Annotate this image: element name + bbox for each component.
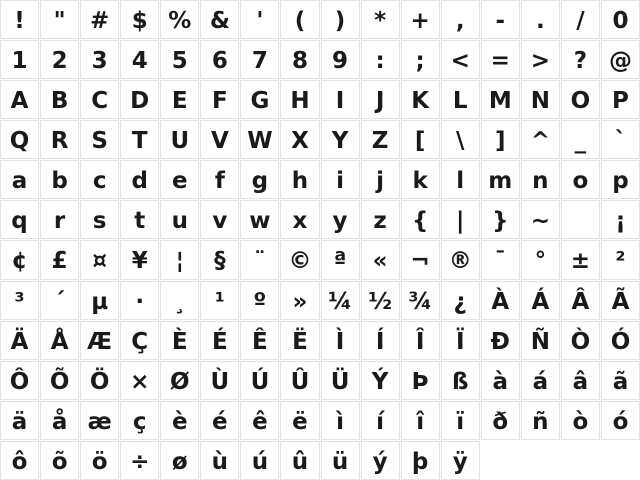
glyph-cell: è bbox=[160, 401, 199, 440]
glyph-cell bbox=[561, 200, 600, 239]
glyph-cell: - bbox=[481, 0, 520, 39]
glyph-cell: t bbox=[120, 200, 159, 239]
glyph-cell: À bbox=[481, 281, 520, 320]
glyph-cell: h bbox=[280, 160, 319, 199]
glyph-cell: Á bbox=[521, 281, 560, 320]
glyph-cell: V bbox=[200, 120, 239, 159]
glyph-cell: 5 bbox=[160, 40, 199, 79]
glyph-cell: C bbox=[80, 80, 119, 119]
glyph-cell: ¬ bbox=[401, 240, 440, 279]
glyph-cell: ó bbox=[601, 401, 640, 440]
glyph-cell: ì bbox=[321, 401, 360, 440]
glyph-cell: % bbox=[160, 0, 199, 39]
glyph-cell: | bbox=[441, 200, 480, 239]
glyph-cell: Ï bbox=[441, 321, 480, 360]
glyph-cell: ü bbox=[321, 441, 360, 480]
glyph-cell: f bbox=[200, 160, 239, 199]
glyph-cell: z bbox=[361, 200, 400, 239]
glyph-cell: Â bbox=[561, 281, 600, 320]
glyph-cell: B bbox=[40, 80, 79, 119]
glyph-cell: l bbox=[441, 160, 480, 199]
glyph-cell: é bbox=[200, 401, 239, 440]
glyph-cell: Y bbox=[321, 120, 360, 159]
glyph-cell: K bbox=[401, 80, 440, 119]
glyph-cell: X bbox=[280, 120, 319, 159]
glyph-cell: W bbox=[240, 120, 279, 159]
glyph-cell: Ç bbox=[120, 321, 159, 360]
glyph-cell: T bbox=[120, 120, 159, 159]
glyph-cell: w bbox=[240, 200, 279, 239]
glyph-cell: ® bbox=[441, 240, 480, 279]
glyph-cell: ð bbox=[481, 401, 520, 440]
glyph-cell: « bbox=[361, 240, 400, 279]
glyph-cell: ¨ bbox=[240, 240, 279, 279]
glyph-cell: $ bbox=[120, 0, 159, 39]
glyph-cell: ) bbox=[321, 0, 360, 39]
glyph-cell: ° bbox=[521, 240, 560, 279]
glyph-cell: ¥ bbox=[120, 240, 159, 279]
glyph-cell: ú bbox=[240, 441, 279, 480]
glyph-cell: ¼ bbox=[321, 281, 360, 320]
glyph-cell: ê bbox=[240, 401, 279, 440]
glyph-cell: · bbox=[120, 281, 159, 320]
glyph-cell: . bbox=[521, 0, 560, 39]
glyph-cell: ^ bbox=[521, 120, 560, 159]
glyph-cell: H bbox=[280, 80, 319, 119]
glyph-cell: É bbox=[200, 321, 239, 360]
glyph-cell: I bbox=[321, 80, 360, 119]
glyph-cell: p bbox=[601, 160, 640, 199]
glyph-cell: A bbox=[0, 80, 39, 119]
glyph-cell: ¡ bbox=[601, 200, 640, 239]
glyph-cell: 2 bbox=[40, 40, 79, 79]
glyph-cell: Ú bbox=[240, 361, 279, 400]
glyph-cell: î bbox=[401, 401, 440, 440]
glyph-cell: J bbox=[361, 80, 400, 119]
glyph-cell: ö bbox=[80, 441, 119, 480]
glyph-cell: x bbox=[280, 200, 319, 239]
glyph-cell: å bbox=[40, 401, 79, 440]
glyph-cell: Ã bbox=[601, 281, 640, 320]
glyph-cell: © bbox=[280, 240, 319, 279]
glyph-cell: q bbox=[0, 200, 39, 239]
glyph-cell: ` bbox=[601, 120, 640, 159]
glyph-cell: õ bbox=[40, 441, 79, 480]
glyph-cell: 8 bbox=[280, 40, 319, 79]
glyph-cell: Ò bbox=[561, 321, 600, 360]
glyph-cell: ÿ bbox=[441, 441, 480, 480]
glyph-cell: G bbox=[240, 80, 279, 119]
glyph-cell: S bbox=[80, 120, 119, 159]
glyph-cell: ¸ bbox=[160, 281, 199, 320]
glyph-cell: ; bbox=[401, 40, 440, 79]
glyph-cell: # bbox=[80, 0, 119, 39]
glyph-cell: Þ bbox=[401, 361, 440, 400]
glyph-cell: » bbox=[280, 281, 319, 320]
glyph-cell: ½ bbox=[361, 281, 400, 320]
glyph-cell: á bbox=[521, 361, 560, 400]
glyph-cell: Õ bbox=[40, 361, 79, 400]
glyph-cell: v bbox=[200, 200, 239, 239]
glyph-cell: ' bbox=[240, 0, 279, 39]
glyph-cell: ¢ bbox=[0, 240, 39, 279]
glyph-cell: 4 bbox=[120, 40, 159, 79]
glyph-cell: Ø bbox=[160, 361, 199, 400]
glyph-cell: [ bbox=[401, 120, 440, 159]
glyph-cell: ³ bbox=[0, 281, 39, 320]
glyph-cell: ª bbox=[321, 240, 360, 279]
glyph-cell: ~ bbox=[521, 200, 560, 239]
glyph-cell: ! bbox=[0, 0, 39, 39]
glyph-cell: / bbox=[561, 0, 600, 39]
glyph-cell: Ý bbox=[361, 361, 400, 400]
glyph-cell: Í bbox=[361, 321, 400, 360]
glyph-cell: Û bbox=[280, 361, 319, 400]
glyph-cell: * bbox=[361, 0, 400, 39]
glyph-cell: + bbox=[401, 0, 440, 39]
glyph-cell: ä bbox=[0, 401, 39, 440]
glyph-cell: o bbox=[561, 160, 600, 199]
glyph-cell: @ bbox=[601, 40, 640, 79]
glyph-cell: = bbox=[481, 40, 520, 79]
glyph-cell: L bbox=[441, 80, 480, 119]
glyph-cell: § bbox=[200, 240, 239, 279]
glyph-cell: Ì bbox=[321, 321, 360, 360]
glyph-cell: r bbox=[40, 200, 79, 239]
glyph-cell: Ñ bbox=[521, 321, 560, 360]
glyph-cell: × bbox=[120, 361, 159, 400]
glyph-cell: à bbox=[481, 361, 520, 400]
glyph-cell: F bbox=[200, 80, 239, 119]
glyph-cell: \ bbox=[441, 120, 480, 159]
glyph-cell: Ë bbox=[280, 321, 319, 360]
glyph-cell: 9 bbox=[321, 40, 360, 79]
glyph-cell: ø bbox=[160, 441, 199, 480]
glyph-cell: ÷ bbox=[120, 441, 159, 480]
glyph-cell: Ô bbox=[0, 361, 39, 400]
glyph-cell: u bbox=[160, 200, 199, 239]
glyph-cell: µ bbox=[80, 281, 119, 320]
glyph-cell: Å bbox=[40, 321, 79, 360]
glyph-cell: { bbox=[401, 200, 440, 239]
glyph-cell: < bbox=[441, 40, 480, 79]
glyph-cell: ¤ bbox=[80, 240, 119, 279]
glyph-cell: ? bbox=[561, 40, 600, 79]
glyph-cell: ë bbox=[280, 401, 319, 440]
glyph-cell: i bbox=[321, 160, 360, 199]
glyph-cell: ô bbox=[0, 441, 39, 480]
glyph-cell: e bbox=[160, 160, 199, 199]
glyph-cell: _ bbox=[561, 120, 600, 159]
glyph-cell: R bbox=[40, 120, 79, 159]
glyph-cell: P bbox=[601, 80, 640, 119]
glyph-cell: â bbox=[561, 361, 600, 400]
glyph-cell: í bbox=[361, 401, 400, 440]
glyph-cell: ( bbox=[280, 0, 319, 39]
glyph-cell: O bbox=[561, 80, 600, 119]
glyph-cell: Ä bbox=[0, 321, 39, 360]
glyph-cell: k bbox=[401, 160, 440, 199]
glyph-cell: ß bbox=[441, 361, 480, 400]
glyph-cell: : bbox=[361, 40, 400, 79]
glyph-cell: m bbox=[481, 160, 520, 199]
glyph-cell: ¹ bbox=[200, 281, 239, 320]
glyph-cell: 0 bbox=[601, 0, 640, 39]
glyph-cell: g bbox=[240, 160, 279, 199]
glyph-cell: y bbox=[321, 200, 360, 239]
glyph-cell: } bbox=[481, 200, 520, 239]
glyph-cell: Ó bbox=[601, 321, 640, 360]
glyph-cell: È bbox=[160, 321, 199, 360]
glyph-cell: & bbox=[200, 0, 239, 39]
glyph-cell: û bbox=[280, 441, 319, 480]
glyph-cell: Q bbox=[0, 120, 39, 159]
glyph-cell: 7 bbox=[240, 40, 279, 79]
glyph-cell: £ bbox=[40, 240, 79, 279]
glyph-cell: E bbox=[160, 80, 199, 119]
glyph-cell: Ö bbox=[80, 361, 119, 400]
glyph-cell: Z bbox=[361, 120, 400, 159]
glyph-cell: ¯ bbox=[481, 240, 520, 279]
glyph-cell: " bbox=[40, 0, 79, 39]
glyph-cell: Ð bbox=[481, 321, 520, 360]
glyph-cell: ï bbox=[441, 401, 480, 440]
glyph-cell: Ê bbox=[240, 321, 279, 360]
glyph-cell: 1 bbox=[0, 40, 39, 79]
glyph-cell: 6 bbox=[200, 40, 239, 79]
glyph-cell: n bbox=[521, 160, 560, 199]
glyph-cell: a bbox=[0, 160, 39, 199]
glyph-cell: ý bbox=[361, 441, 400, 480]
glyph-cell: æ bbox=[80, 401, 119, 440]
glyph-cell: 3 bbox=[80, 40, 119, 79]
glyph-cell: > bbox=[521, 40, 560, 79]
glyph-cell: ² bbox=[601, 240, 640, 279]
glyph-cell: M bbox=[481, 80, 520, 119]
glyph-cell: ´ bbox=[40, 281, 79, 320]
glyph-cell: ¾ bbox=[401, 281, 440, 320]
glyph-cell: ò bbox=[561, 401, 600, 440]
glyph-cell: d bbox=[120, 160, 159, 199]
glyph-cell: Æ bbox=[80, 321, 119, 360]
glyph-cell: Ù bbox=[200, 361, 239, 400]
glyph-cell: º bbox=[240, 281, 279, 320]
glyph-cell: , bbox=[441, 0, 480, 39]
glyph-cell: ã bbox=[601, 361, 640, 400]
glyph-cell: c bbox=[80, 160, 119, 199]
glyph-cell: Î bbox=[401, 321, 440, 360]
glyph-cell: Ü bbox=[321, 361, 360, 400]
glyph-cell: s bbox=[80, 200, 119, 239]
glyph-cell: N bbox=[521, 80, 560, 119]
glyph-cell: ¦ bbox=[160, 240, 199, 279]
glyph-cell: b bbox=[40, 160, 79, 199]
glyph-cell: D bbox=[120, 80, 159, 119]
glyph-cell: ¿ bbox=[441, 281, 480, 320]
glyph-cell: j bbox=[361, 160, 400, 199]
glyph-cell: U bbox=[160, 120, 199, 159]
glyph-cell: ç bbox=[120, 401, 159, 440]
glyph-cell: ± bbox=[561, 240, 600, 279]
glyph-cell: ù bbox=[200, 441, 239, 480]
glyph-cell: þ bbox=[401, 441, 440, 480]
glyph-cell: ] bbox=[481, 120, 520, 159]
glyph-cell: ñ bbox=[521, 401, 560, 440]
